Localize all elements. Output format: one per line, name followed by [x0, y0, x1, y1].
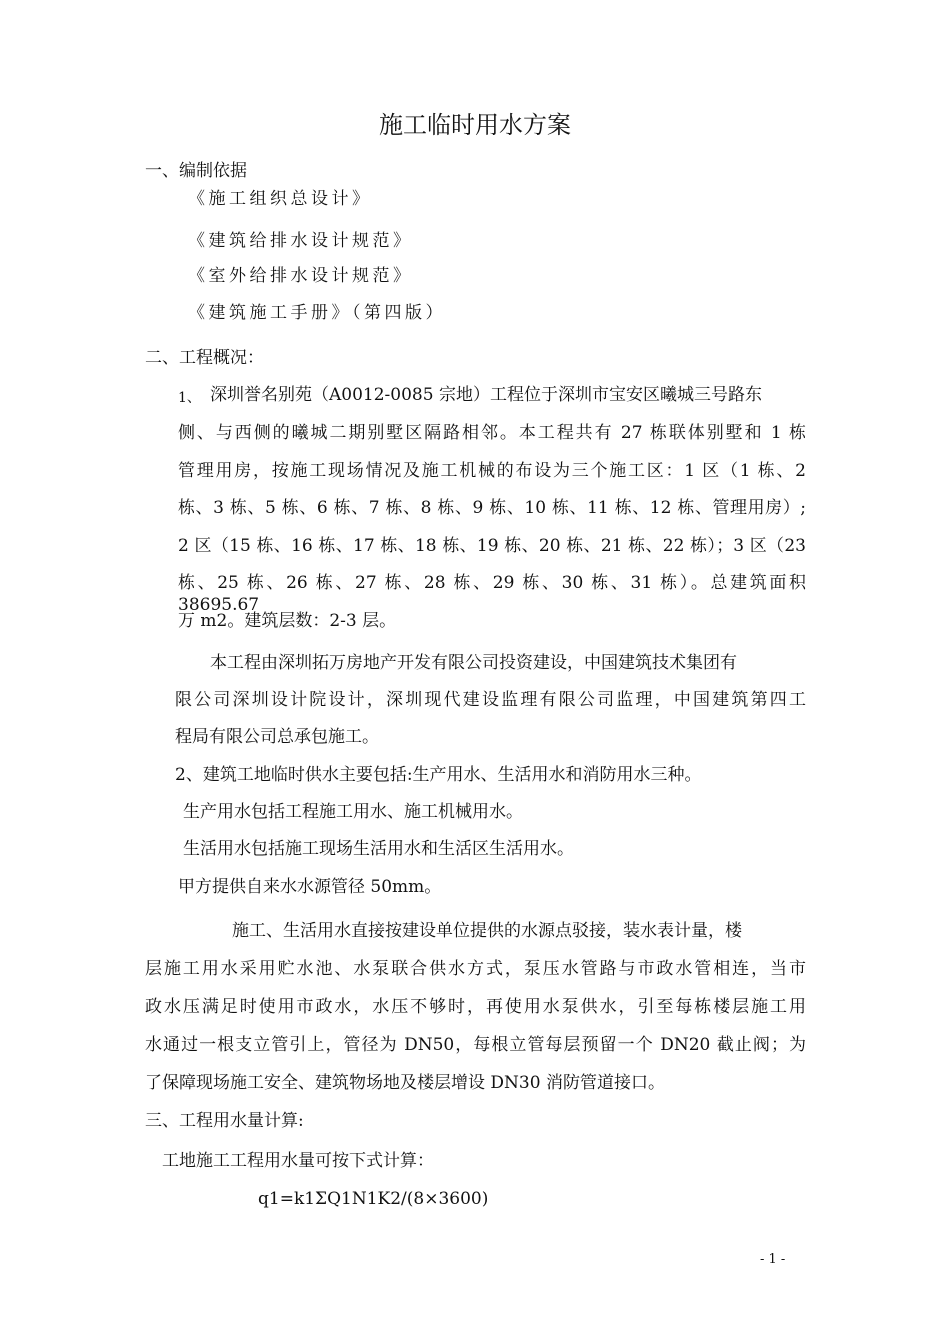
paragraph-line: 政水压满足时使用市政水，水压不够时，再使用水泵供水，引至每栋楼层施工用	[145, 997, 806, 1017]
item-1-marker: 1、	[178, 390, 201, 406]
paragraph-line: 了保障现场施工安全、建筑物场地及楼层增设 DN30 消防管道接口。	[145, 1073, 665, 1093]
reference-item: 《建筑给排水设计规范》	[188, 231, 414, 251]
section-1-heading: 一、编制依据	[145, 161, 247, 181]
paragraph-line: 层施工用水采用贮水池、水泵联合供水方式，泵压水管路与市政水管相连，当市	[145, 959, 806, 979]
section-2-heading: 二、工程概况：	[145, 348, 264, 368]
document-title: 施工临时用水方案	[379, 111, 571, 139]
paragraph-line: 栋、25 栋、26 栋、27 栋、28 栋、29 栋、30 栋、31 栋）。总建筑面积 38695.67	[178, 573, 806, 615]
paragraph-line: 程局有限公司总承包施工。	[175, 727, 379, 747]
paragraph-line: 栋、3 栋、5 栋、6 栋、7 栋、8 栋、9 栋、10 栋、11 栋、12 栋、管理用房）;	[178, 498, 806, 518]
paragraph-line: 管理用房，按施工现场情况及施工机械的布设为三个施工区：1 区（1 栋、2	[178, 461, 806, 481]
paragraph-line: 侧、与西侧的曦城二期别墅区隔路相邻。本工程共有 27 栋联体别墅和 1 栋	[178, 423, 806, 443]
section-3-heading: 三、工程用水量计算:	[145, 1111, 304, 1131]
paragraph-line: 本工程由深圳拓万房地产开发有限公司投资建设，中国建筑技术集团有	[210, 653, 737, 673]
reference-item: 《室外给排水设计规范》	[188, 266, 414, 286]
formula-intro: 工地施工工程用水量可按下式计算：	[162, 1151, 434, 1171]
formula: q1=k1ΣQ1N1K2/(8×3600)	[258, 1189, 489, 1209]
paragraph-line: 限公司深圳设计院设计，深圳现代建设监理有限公司监理，中国建筑第四工	[175, 690, 806, 710]
paragraph-line: 万 m2。建筑层数：2-3 层。	[178, 611, 397, 631]
water-supply-line: 甲方提供自来水水源管径 50mm。	[178, 877, 442, 897]
production-water-line: 生产用水包括工程施工用水、施工机械用水。	[183, 802, 523, 822]
page-number: - 1 -	[760, 1252, 786, 1267]
reference-item: 《建筑施工手册》（第四版）	[188, 303, 446, 323]
reference-item: 《施工组织总设计》	[188, 189, 373, 209]
paragraph-line: 2 区（15 栋、16 栋、17 栋、18 栋、19 栋、20 栋、21 栋、22 栋）；3 区（23	[178, 536, 806, 556]
paragraph-line: 施工、生活用水直接按建设单位提供的水源点驳接，装水表计量，楼	[232, 921, 742, 941]
paragraph-line: 水通过一根支立管引上，管径为 DN50，每根立管每层预留一个 DN20 截止阀；为	[145, 1035, 806, 1055]
item-2: 2、建筑工地临时供水主要包括:生产用水、生活用水和消防用水三种。	[175, 765, 702, 785]
living-water-line: 生活用水包括施工现场生活用水和生活区生活用水。	[183, 839, 574, 859]
paragraph-line: 深圳誉名别苑（A0012-0085 宗地）工程位于深圳市宝安区曦城三号路东	[210, 385, 762, 405]
